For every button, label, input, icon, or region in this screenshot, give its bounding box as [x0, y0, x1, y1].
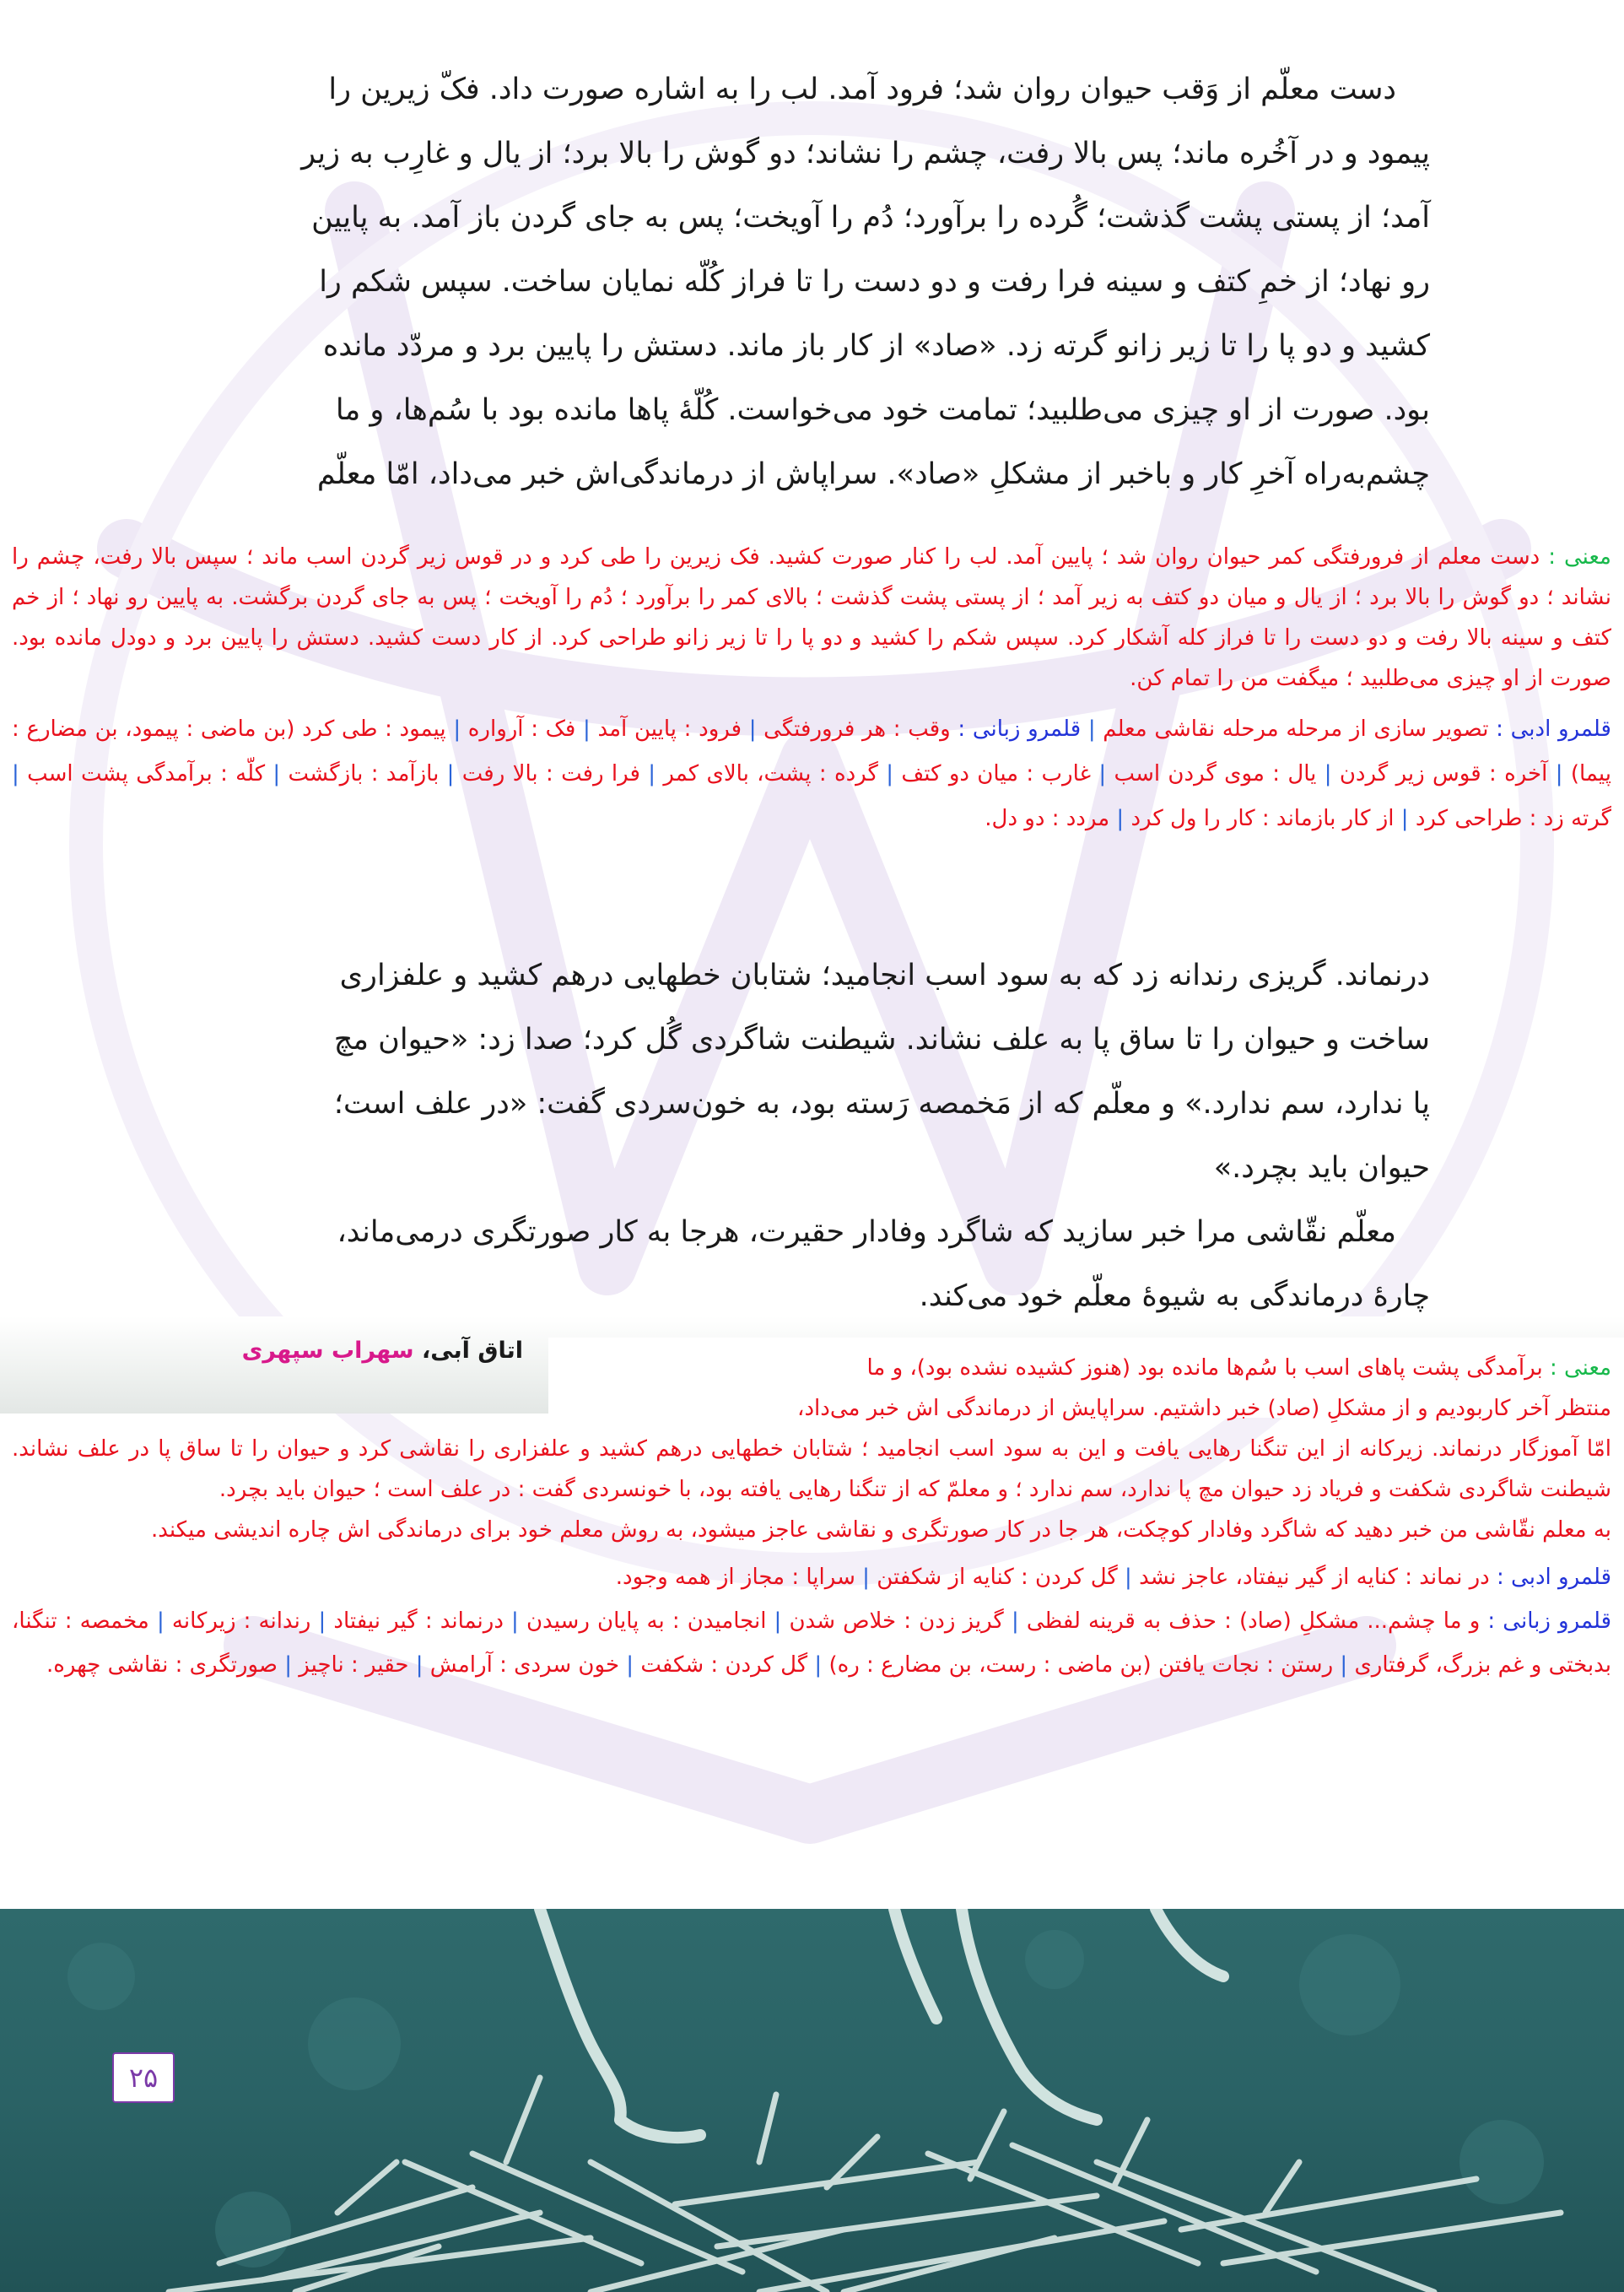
term-item: غارب : میان دو کتف: [901, 761, 1092, 787]
term-item: آخره : قوس زیر گردن: [1339, 761, 1548, 787]
passage-line: حیوان باید بچرد.»: [1213, 1151, 1430, 1185]
meaning-paragraph: [12, 1510, 1611, 1550]
meaning-text: امّا آموزگار درنماند. زیرکانه از این تنگنا رهایی یافت و این به سود اسب انجامید ؛ شتابان خطهایی درهم کشید و علفزاری را نقاشی کرد و حیوان را تا ساق پا در علف نشاند. شیطنت شاگردی شکفت و فریاد زد حیوان مچ پا ندارد، سم ندارد ؛ و معلمّ که از تنگنا رهایی یافته بود، با خونسردی گفت : در علف است ؛ حیوان باید بچرد.: [12, 1436, 1611, 1502]
term-item: کلّه : برآمدگی پشت اسب: [27, 761, 266, 787]
terms-paragraph: قلمرو ادبی : تصویر سازی از مرحله مرحله نقاشی معلم | قلمرو زبانی : وقب : هر فرورفتگی | فرود : پایین آمد | فک : آرواره | پیمود : طی کرد (بن ماضی : پیمود، بن مضارع : پیما) | آخره : قوس زیر گردن | یال : موی گردن اسب | غارب : میان دو کتف | گرده : پشت، بالای کمر | فرا رفت : بالا رفت | بازآمد : بازگشت | کلّه : برآمدگی پشت اسب | گرته زد : طراحی کرد | از کار بازماند : کار را ول کرد | مردد : دو دل.: [12, 716, 1611, 831]
passage-line: چشم‌به‌راه آخرِ کار و باخبر از مشکلِ «صاد». سراپاش از درماندگی‌اش خبر می‌داد، امّا معلّم: [316, 457, 1430, 491]
linguistic-label: قلمرو زبانی :: [950, 716, 1088, 742]
author-name: سهراب سپهری: [241, 1338, 414, 1364]
term-item: بازآمد : بازگشت: [288, 761, 440, 787]
term-item: مخمصه : تنگنا، بدبختی و غم بزرگ، گرفتاری: [12, 1608, 1611, 1678]
passage-line: چارهٔ درماندگی به شیوهٔ معلّم خود می‌کند.: [919, 1279, 1430, 1313]
meaning-paragraph: [12, 537, 1611, 699]
passage-line: درنماند. گریزی رندانه زد که به سود اسب انجامید؛ شتابان خطهایی درهم کشید و علفزاری: [339, 959, 1430, 992]
term-item: سراپا : مجاز از همه وجود.: [615, 1565, 855, 1590]
literary-label: قلمرو ادبی :: [1488, 716, 1611, 742]
meaning-line: [12, 1348, 1611, 1388]
term-item: و ما چشم... مشکلِ (صاد) : حذف به قرینه لفظی: [1026, 1608, 1481, 1634]
term-item: وقب : هر فرورفتگی: [763, 716, 951, 742]
term-item: یال : موی گردن اسب: [1114, 761, 1317, 787]
term-item: فرا رفت : بالا رفت: [461, 761, 640, 787]
term-item: صورتگری : نقاشی چهره.: [46, 1652, 278, 1678]
meaning-text: برآمدگی پشت پاهای اسب با سُم‌ها مانده بود (هنوز کشیده نشده بود)، و ما: [866, 1355, 1543, 1381]
term-item: در نماند : کنایه از گیر نیفتاد، عاجز نشد: [1139, 1565, 1490, 1590]
passage-line: دست معلّم از وَقب حیوان روان شد؛ فرود آمد. لب را به اشاره صورت داد. فکّ زیرین را: [328, 73, 1396, 106]
passage-line: بود. صورت از او چیزی می‌طلبید؛ تمامت خود می‌خواست. کُلّهٔ پاها مانده بود با سُم‌ها، و ما: [335, 393, 1430, 427]
term-item: رستن : نجات یافتن (بن ماضی : رست، بن مضارع : ره): [828, 1652, 1334, 1678]
passage-line: پا ندارد، سم ندارد.» و معلّم که از مَخمصه رَسته بود، به خون‌سردی گفت: «در علف است؛: [333, 1087, 1430, 1121]
term-item: فرود : پایین آمد: [597, 716, 742, 742]
term-item: گرده : پشت، بالای کمر: [663, 761, 878, 787]
literary-label: قلمرو ادبی :: [1489, 1565, 1611, 1590]
term-item: حقیر : ناچیز: [299, 1652, 409, 1678]
meaning-line: [12, 1388, 1611, 1429]
term-item: خون سردی : آرامش: [429, 1652, 620, 1678]
term-item: گرته زد : طراحی کرد: [1415, 806, 1611, 831]
term-item: فک : آرواره: [467, 716, 576, 742]
passage-2: [190, 943, 1430, 1328]
passage-line: پیمود و در آخُره ماند؛ پس بالا رفت، چشم را نشاند؛ دو گوش را بالا برد؛ از یال و غارِب به زیر: [301, 137, 1430, 170]
passage-line: رو نهاد؛ از خمِ کتف و سینه فرا رفت و دو دست را تا فراز کُلّه نمایان ساخت. سپس شکم را: [319, 265, 1430, 299]
term-item: گل کردن : کنایه از شکفتن: [877, 1565, 1118, 1590]
meaning-paragraph: [12, 1429, 1611, 1510]
term-item: از کار بازماند : کار را ول کرد: [1130, 806, 1395, 831]
passage-line: معلّم نقّاشی مرا خبر سازید که شاگرد وفادار حقیرت، هرجا به کار صورتگری درمی‌ماند،: [337, 1215, 1396, 1249]
explanation-1: [12, 537, 1611, 841]
term-item: رندانه : زیرکانه: [171, 1608, 311, 1634]
book-title: اتاق آبی،: [413, 1338, 523, 1364]
passage-line: کشید و دو پا را تا زیر زانو گرته زد. «صاد» از کار باز ماند. دستش را پایین برد و مردّد مانده: [322, 329, 1430, 363]
term-item: گریز زدن : خلاص شدن: [789, 1608, 1004, 1634]
meaning-label: معنی :: [1540, 544, 1611, 570]
linguistic-label: قلمرو زبانی :: [1480, 1608, 1612, 1634]
page-number: ۲۵: [112, 2052, 175, 2103]
meaning-text: منتظر آخر کاربودیم و از مشکلِ (صاد) خبر داشتیم. سراپایش از درماندگی اش خبر می‌داد،: [797, 1396, 1611, 1421]
term-item: انجامیدن : به پایان رسیدن: [526, 1608, 767, 1634]
passage-1: [190, 57, 1430, 506]
explanation-2: [12, 1348, 1611, 1687]
term-item: پیمود : طی کرد (بن ماضی : پیمود، بن مضارع : پیما): [12, 716, 1611, 787]
passage-line: ساخت و حیوان را تا ساق پا به علف نشاند. شیطنت شاگردی گُل کرد؛ صدا زد: «حیوان مچ: [333, 1023, 1430, 1057]
passage-line: آمد؛ از پستی پشت گذشت؛ گُرده را برآورد؛ دُم را آویخت؛ پس به جای گردن باز آمد. به پایین: [311, 201, 1430, 235]
term-item: درنماند : گیر نیفتاد: [333, 1608, 504, 1634]
horse-chalk-illustration: [0, 1909, 1624, 2292]
meaning-label: معنی :: [1542, 1355, 1611, 1381]
literary-line: قلمرو ادبی : در نماند : کنایه از گیر نیفتاد، عاجز نشد | گل کردن : کنایه از شکفتن | سراپا : مجاز از همه وجود.: [615, 1565, 1611, 1590]
literary-text: تصویر سازی از مرحله مرحله نقاشی معلم: [1095, 716, 1489, 742]
linguistic-paragraph: قلمرو زبانی : و ما چشم... مشکلِ (صاد) : حذف به قرینه لفظی | گریز زدن : خلاص شدن | انجامیدن : به پایان رسیدن | درنماند : گیر نیفتاد | رندانه : زیرکانه | مخمصه : تنگنا، بدبختی و غم بزرگ، گرفتاری | رستن : نجات یافتن (بن ماضی : رست، بن مضارع : ره) | گل کردن : شکفت | خون سردی : آرامش | حقیر : ناچیز | صورتگری : نقاشی چهره.: [12, 1608, 1612, 1678]
term-item: گل کردن : شکفت: [640, 1652, 808, 1678]
meaning-text: دست معلم از فرورفتگی کمر حیوان روان شد ؛ پایین آمد. لب را کنار صورت کشید. فک زیرین را طی کرد و در قوس زیر گردن اسب ماند ؛ سپس بالا رفت، چشم را نشاند ؛ دو گوش را بالا برد ؛ از یال و میان دو کتف به زیر آمد ؛ از پستی پشت گذشت ؛ بالای کمر را برآورد ؛ دُم را آویخت ؛ پس به جای گردن برگشت. به پایین رو نهاد ؛ از خم کتف و سینه بالا رفت و دو دست را تا فراز کله آشکار کرد. سپس شکم را کشید و دو پا را تا زیر زانو طراحی کرد. از کار دست کشید. دستش را پایین برد و دودل مانده بود. صورت از او چیزی می‌طلبید ؛ میگفت من را تمام کن.: [12, 544, 1611, 691]
term-item: مردد : دو دل.: [985, 806, 1110, 831]
meaning-text: به معلم نقّاشی من خبر دهید که شاگرد وفادار کوچکت، هر جا در کار صورتگری و نقاشی عاجز میشود، به روش معلم خود برای درماندگی اش چاره اندیشی میکند.: [151, 1517, 1611, 1543]
